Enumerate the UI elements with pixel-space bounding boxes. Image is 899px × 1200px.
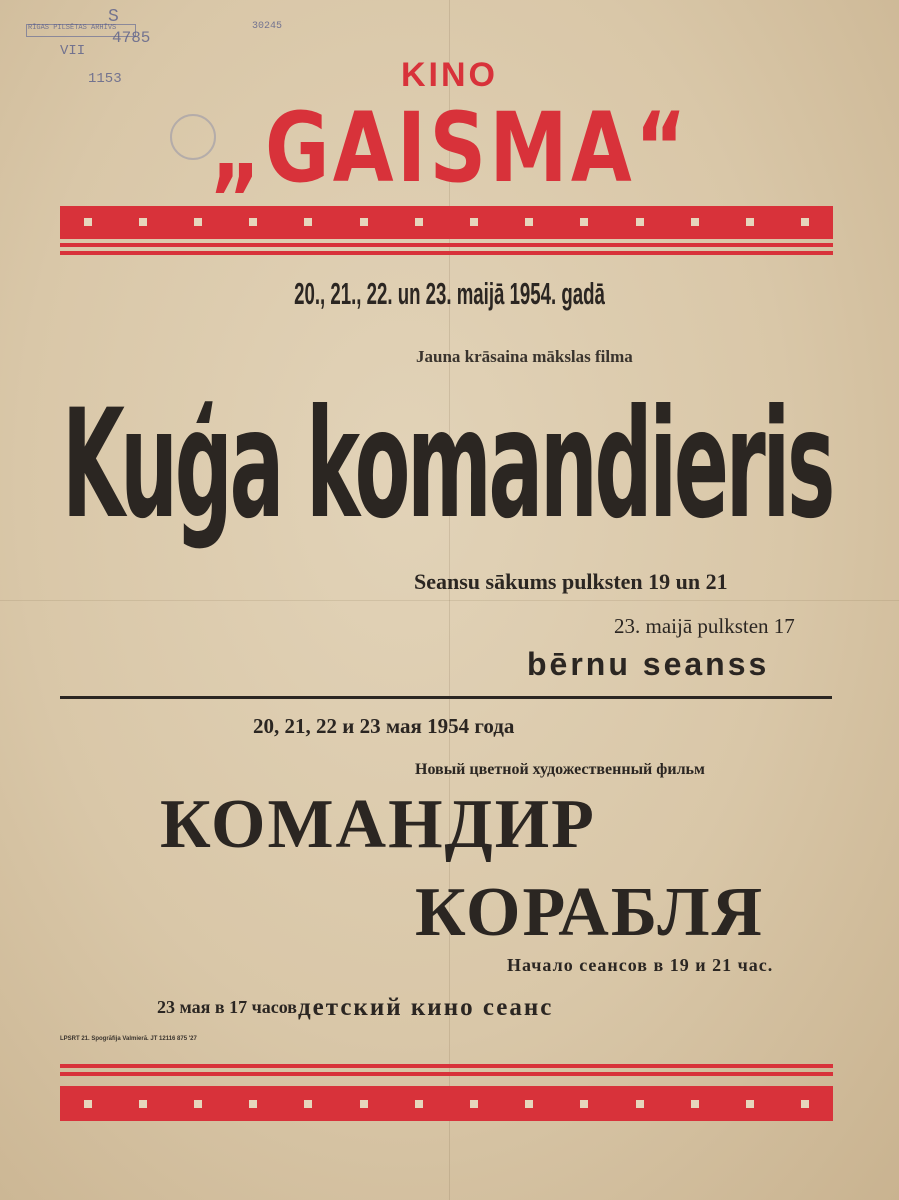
film-strip-bottom-holes [60, 1100, 833, 1108]
film-strip-top-holes [60, 218, 833, 226]
film-strip-top-line-2 [60, 251, 833, 255]
cinema-name-text: „GAISMA“ [209, 92, 690, 204]
film-strip-top-line-1 [60, 243, 833, 247]
section-divider [60, 696, 832, 699]
session-times-latvian: Seansu sākums pulksten 19 un 21 [414, 569, 728, 594]
archive-handwritten-number: 4785 [112, 29, 151, 47]
archive-handwritten-mark: S [108, 7, 119, 27]
cinema-name [0, 92, 899, 204]
printer-imprint: LPSRT 21. Spogrāfija Valmierā. JT 12116 875 '27 [60, 1036, 197, 1042]
kids-session-label-russian: детский кино сеанс [298, 994, 554, 1021]
archive-stamp-text: RĪGAS PILSĒTAS ARHĪVS [28, 24, 117, 32]
film-subtitle-russian: Новый цветной художественный фильм [415, 761, 705, 778]
dates-latvian: 20., 21., 22. un 23. maijā 1954. gadā [294, 276, 605, 311]
archive-code: VII [60, 43, 86, 59]
kids-session-time-russian: 23 мая в 17 часов [157, 997, 298, 1017]
film-subtitle-latvian: Jauna krāsaina mākslas filma [416, 347, 633, 366]
film-strip-top [60, 206, 833, 258]
film-title-latvian: Kuģa komandieris [62, 378, 833, 552]
film-strip-bottom-line-2 [60, 1072, 833, 1076]
kids-session-time-latvian: 23. maijā pulksten 17 [614, 614, 795, 638]
session-times-russian: Начало сеансов в 19 и 21 час. [507, 955, 774, 975]
dates-russian: 20, 21, 22 и 23 мая 1954 года [253, 714, 515, 738]
film-title-russian-line1: КОМАНДИР [160, 786, 596, 863]
film-strip-bottom [60, 1064, 833, 1124]
archive-number: 30245 [252, 21, 283, 32]
kids-session-label-latvian: bērnu seanss [527, 646, 770, 682]
cinema-label: KINO [401, 56, 498, 94]
archive-shelf-number: 1153 [88, 71, 122, 87]
film-title-russian-line2: КОРАБЛЯ [415, 874, 765, 951]
fold-line-horizontal [0, 600, 899, 601]
film-strip-bottom-line-1 [60, 1064, 833, 1068]
